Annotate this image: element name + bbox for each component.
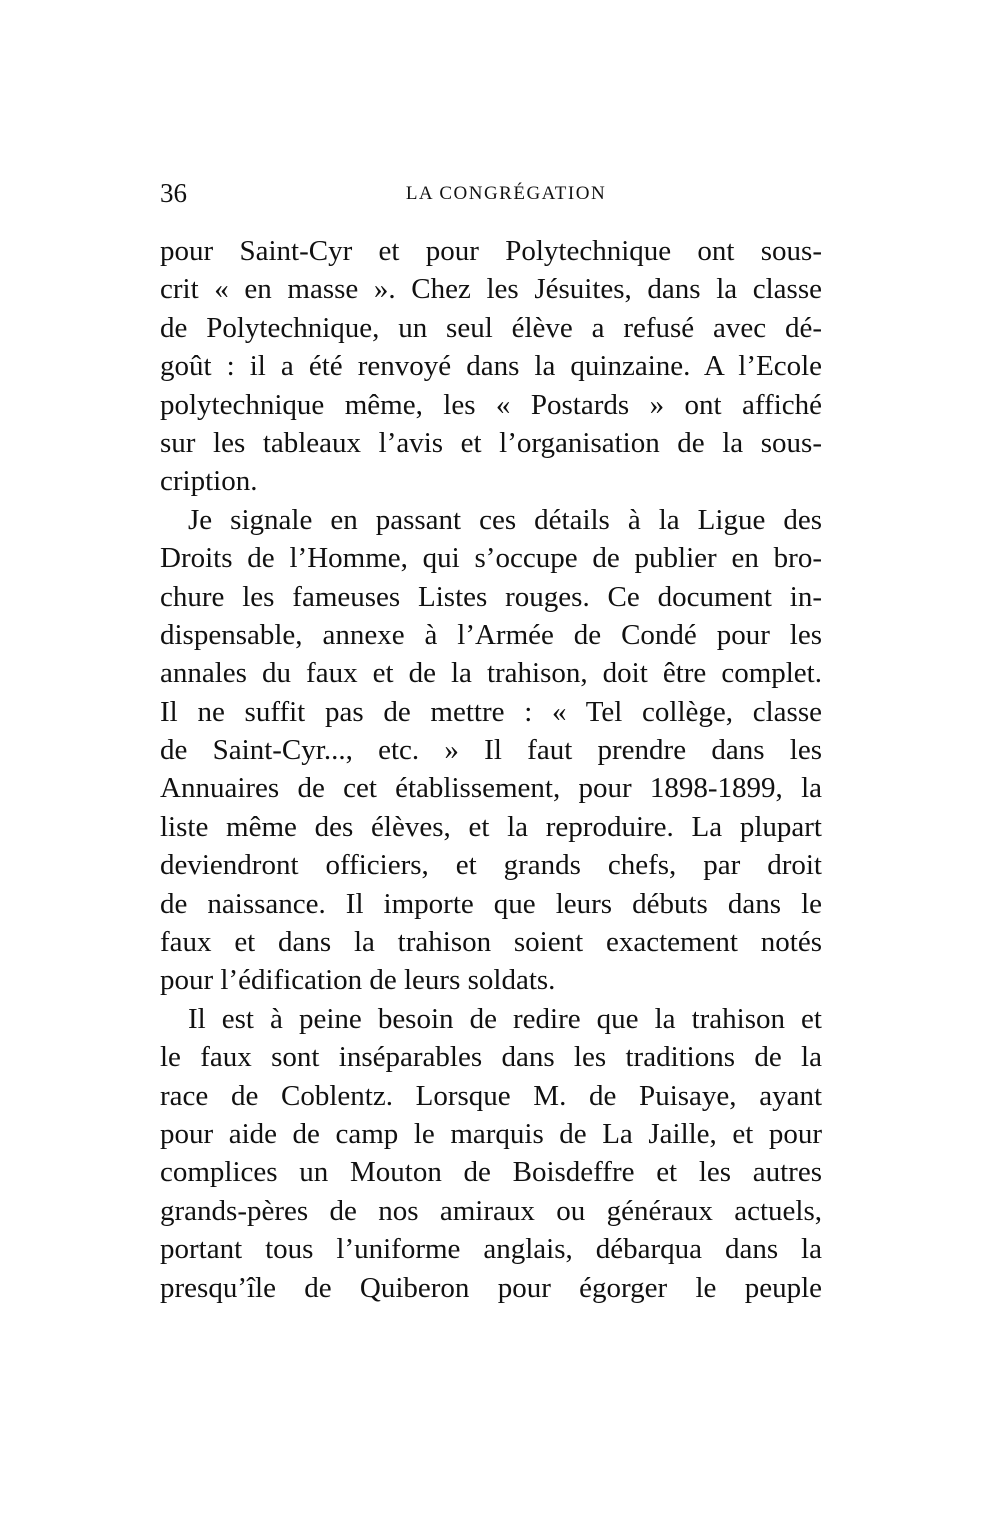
- text-line: Il ne suffit pas de mettre : « Tel collège, classe: [160, 695, 822, 728]
- text-line: de Saint-Cyr..., etc. » Il faut prendre dans les: [160, 734, 822, 767]
- text-line: faux et dans la trahison soient exactement notés: [160, 926, 822, 959]
- text-line: goût : il a été renvoyé dans la quinzaine. A l’Ecole: [160, 350, 822, 383]
- text-line: Annuaires de cet établissement, pour 1898-1899, la: [160, 772, 822, 805]
- text-line: portant tous l’uniforme anglais, débarqua dans la: [160, 1233, 822, 1266]
- text-line: complices un Mouton de Boisdeffre et les autres: [160, 1156, 822, 1189]
- running-title: LA CONGRÉGATION: [405, 183, 607, 204]
- text-line: presqu’île de Quiberon pour égorger le peuple: [160, 1271, 822, 1304]
- text-line: le faux sont inséparables dans les traditions de la: [160, 1041, 822, 1074]
- page-header: [160, 176, 822, 216]
- text-line: annales du faux et de la trahison, doit être complet.: [160, 657, 822, 690]
- text-line: cription.: [160, 465, 258, 498]
- text-line: chure les fameuses Listes rouges. Ce document in-: [160, 580, 822, 613]
- text-line: de Polytechnique, un seul élève a refusé avec dé-: [160, 311, 822, 344]
- text-line: deviendront officiers, et grands chefs, par droit: [160, 849, 822, 882]
- text-line: dispensable, annexe à l’Armée de Condé pour les: [160, 618, 822, 651]
- text-line: race de Coblentz. Lorsque M. de Puisaye, ayant: [160, 1079, 822, 1112]
- text-line: pour l’édification de leurs soldats.: [160, 964, 556, 997]
- text-line: de naissance. Il importe que leurs débuts dans le: [160, 887, 822, 920]
- text-line: pour aide de camp le marquis de La Jaille, et pour: [160, 1117, 822, 1150]
- page-number: 36: [160, 178, 187, 208]
- text-line: sur les tableaux l’avis et l’organisation de la sous-: [160, 426, 822, 459]
- text-line: liste même des élèves, et la reproduire. La plupart: [160, 810, 822, 843]
- text-line: grands-pères de nos amiraux ou généraux actuels,: [160, 1194, 822, 1227]
- text-line: pour Saint-Cyr et pour Polytechnique ont sous-: [160, 235, 822, 267]
- text-line: polytechnique même, les « Postards » ont affiché: [160, 388, 822, 421]
- text-line: Droits de l’Homme, qui s’occupe de publier en bro-: [160, 542, 822, 575]
- text-line: Je signale en passant ces détails à la Ligue des: [188, 503, 822, 536]
- text-line: crit « en masse ». Chez les Jésuites, dans la classe: [160, 273, 822, 306]
- text-line: Il est à peine besoin de redire que la trahison et: [188, 1002, 822, 1035]
- body-text: [160, 232, 822, 1307]
